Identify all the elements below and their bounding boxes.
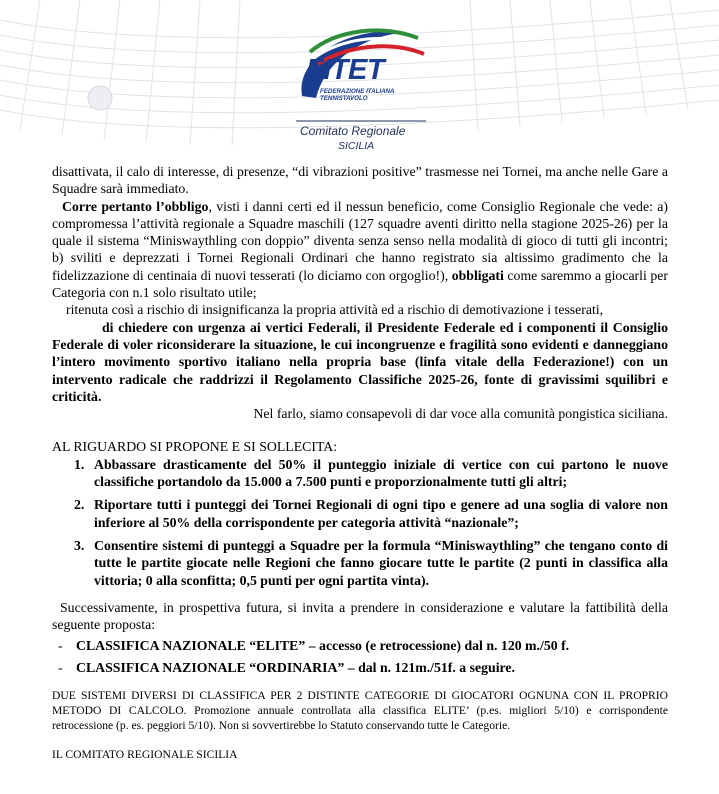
bold-obbligati: obbligati (451, 267, 504, 283)
proposal-heading: AL RIGUARDO SI PROPONE E SI SOLLECITA: (52, 439, 338, 455)
bold-lead: Corre pertanto l’obbligo (62, 198, 209, 214)
paragraph-request: di chiedere con urgenza ai vertici Federali, il Presidente Federale ed i componenti il Consiglio Federale di voler riconsiderare la situazione, le cui incongruenze e fragilità sono evidenti e danneggiano l’intero movimento sportivo italiano nella propria base (linfa vitale della Federazione!) con un intervento radicale che raddrizzi il Regolamento Classifiche 2025-26, fonte di gravissimi squilibri e criticità. (52, 319, 668, 404)
paragraph-two-systems: DUE SISTEMI DIVERSI DI CLASSIFICA PER 2 DISTINTE CATEGORIE DI GIOCATORI OGNUNA CON IL PROPRIO METODO DI CALCOLO. Promozione annuale controllata alla classifica ELITE’ (p.es. migliori 5/10) e corrispondente retrocessione (p. es. peggiori 5/10). Non si sovvertirebbe lo Statuto conservando tutte le Categorie. (52, 689, 668, 733)
proposal-text: Riportare tutti i punteggi dei Tornei Regionali di ogni tipo e genere ad una soglia di valore non inferiore al 50% della corrispondente per categoria attività “nazionale”; (94, 497, 668, 530)
logo-subtitle: FEDERAZIONE ITALIANA TENNISTAVOLO (320, 88, 395, 103)
proposal-item (52, 496, 668, 531)
paragraph-obbligo (52, 198, 668, 302)
fitet-logo (286, 18, 436, 158)
signature: IL COMITATO REGIONALE SICILIA (52, 748, 238, 762)
logo-wordmark: FITET (306, 54, 385, 86)
classifica-text: CLASSIFICA NAZIONALE “ORDINARIA” – dal n. 121m./51f. a seguire. (76, 659, 515, 675)
proposal-number: 3. (74, 537, 85, 553)
paragraph-obbligo-tail: come saremmo a giocarli per Categoria con n.1 solo risultato utile; (52, 267, 669, 301)
proposal-text: Abbassare drasticamente del 50% il punteggio iniziale di vertice con cui partono le nuove classifiche portandolo da 15.000 a 7.500 punti e proporzionalmente tutti gli altri; (94, 456, 668, 490)
letter-body (52, 163, 668, 762)
paragraph-obbligo-text: , visti i danni certi ed il nessun beneficio, come Consiglio Regionale che vede: a) compromessa l’attività regionale a Squadre maschili (127 squadre aventi diritto nella stagione 2025-26) per la quale il sistema “Miniswaythling con doppio” diventa senza senso nella modalità di gioco di tutti gli incontri; b) sviliti e deprezzati i Tornei Regionali Ordinari che hanno registrato sia altissimo gradimento che la fidelizzazione di centinaia di nuovi tesserati (lo diciamo con orgoglio!), (52, 198, 668, 283)
classifica-elite (52, 637, 668, 654)
proposal-item (52, 537, 668, 589)
region-label: SICILIA (338, 140, 375, 152)
proposal-text: Consentire sistemi di punteggi a Squadre per la formula “Miniswaythling” che tengano conto di tutte le partite giocate nelle Regioni che fanno giocare tutte le partite (2 punti in classifica alla vittoria; 0 alla sconfitta; 0,5 punti per ogni partita vinta). (94, 537, 668, 588)
paragraph-future: Successivamente, in prospettiva futura, si invita a prendere in considerazione e valutare la fattibilità della seguente proposta: (52, 599, 668, 633)
proposal-list (52, 456, 668, 589)
proposal-item (52, 456, 668, 491)
committee-label: Comitato Regionale (300, 124, 406, 138)
letterhead (0, 0, 719, 160)
dash-marker: - (58, 638, 63, 654)
paragraph-ritenuta: ritenuta così a rischio di insignificanza la propria attività ed a rischio di demotivazione i tesserati, (66, 302, 604, 318)
classifica-text: CLASSIFICA NAZIONALE “ELITE” – accesso (e retrocessione) dal n. 120 m./50 f. (76, 638, 570, 654)
ball-icon (88, 86, 112, 110)
paragraph-intro: disattivata, il calo di interesse, di presenze, “di vibrazioni positive” trasmesse nei Tornei, ma anche nelle Gare a Squadre sarà immediato. (52, 164, 668, 197)
proposal-number: 2. (74, 497, 85, 513)
dash-marker: - (58, 659, 63, 675)
paragraph-voice: Nel farlo, siamo consapevoli di dar voce alla comunità pongistica siciliana. (253, 406, 668, 422)
classifica-ordinaria (52, 659, 668, 676)
proposal-number: 1. (74, 456, 85, 472)
